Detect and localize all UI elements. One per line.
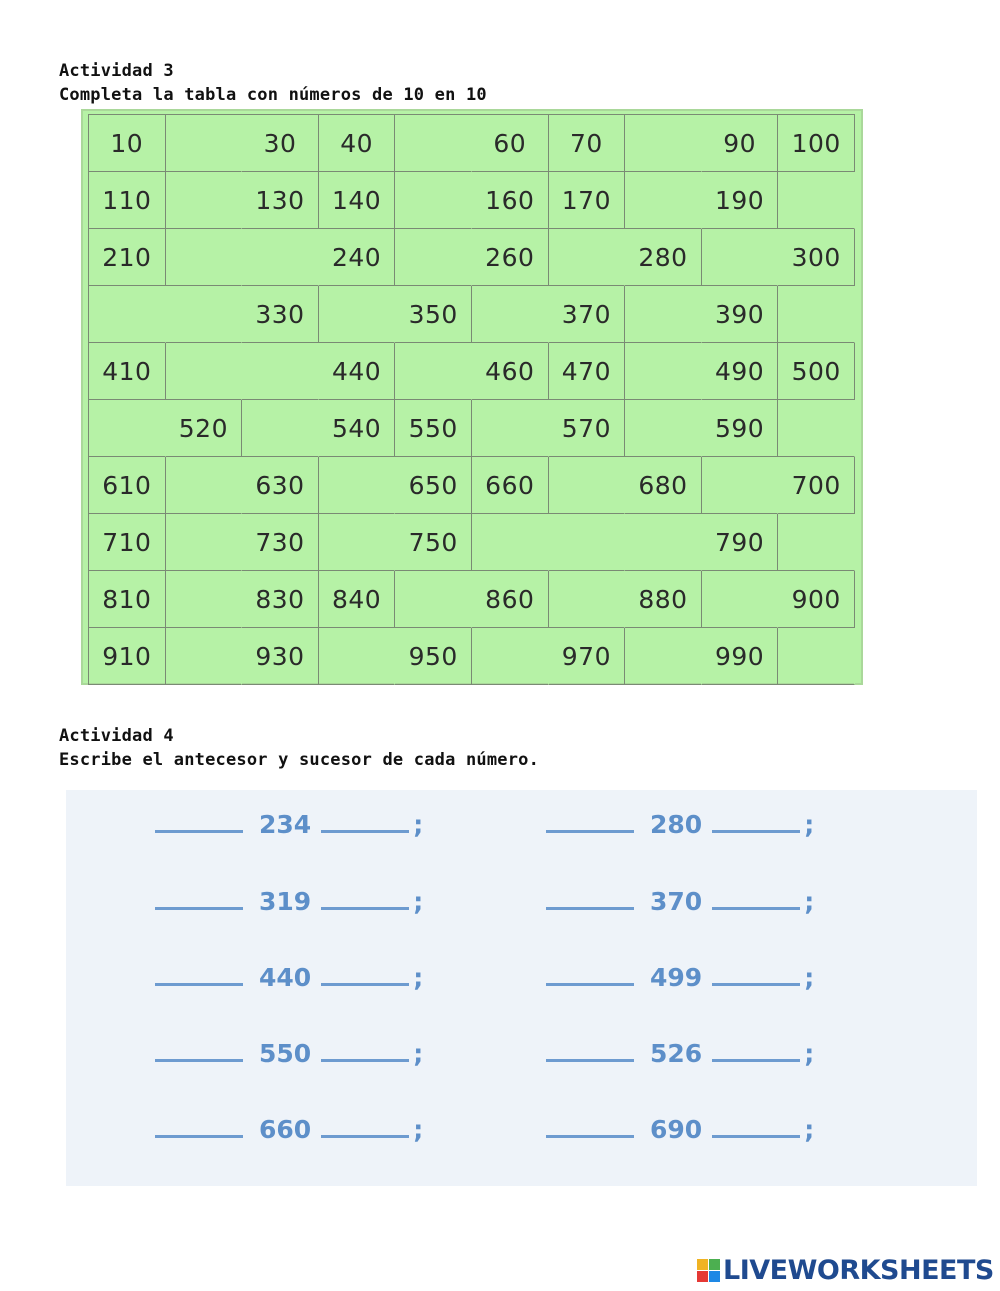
table-cell: 60 [472,115,549,172]
table-cell: 30 [242,115,319,172]
number-grid [88,114,855,685]
separator: ; [413,1039,424,1068]
table-cell: 160 [472,172,549,229]
predecessor-blank[interactable] [155,980,243,986]
table-cell: 390 [702,286,779,343]
table-cell-empty[interactable] [166,286,243,343]
table-cell-empty[interactable] [395,571,472,628]
separator: ; [804,1039,815,1068]
logo-square [697,1271,708,1282]
table-cell: 330 [242,286,319,343]
table-cell-empty[interactable] [702,457,779,514]
table-cell-empty[interactable] [166,229,243,286]
successor-blank[interactable] [321,980,409,986]
table-cell: 910 [89,628,166,685]
table-cell: 630 [242,457,319,514]
table-cell: 830 [242,571,319,628]
successor-blank[interactable] [712,1132,800,1138]
logo-icon [697,1259,720,1282]
exercise-item [546,887,814,916]
table-cell-empty[interactable] [395,229,472,286]
predecessor-blank[interactable] [155,904,243,910]
exercise-item [155,963,423,992]
table-cell: 710 [89,514,166,571]
table-cell-empty[interactable] [778,400,855,457]
activity-4-title: Actividad 4 [59,726,174,746]
table-cell-empty[interactable] [625,628,702,685]
exercise-number: 370 [650,887,703,916]
table-cell-empty[interactable] [89,400,166,457]
exercise-number: 499 [650,963,703,992]
table-cell: 190 [702,172,779,229]
table-cell-empty[interactable] [89,286,166,343]
exercise-number: 690 [650,1115,703,1144]
separator: ; [804,1115,815,1144]
table-cell: 590 [702,400,779,457]
predecessor-blank[interactable] [155,1132,243,1138]
table-cell-empty[interactable] [166,628,243,685]
table-cell-empty[interactable] [625,514,702,571]
table-cell: 660 [472,457,549,514]
predecessor-blank[interactable] [546,1132,634,1138]
predecessor-blank[interactable] [155,827,243,833]
predecessor-blank[interactable] [546,1056,634,1062]
exercise-item [546,963,814,992]
table-cell: 410 [89,343,166,400]
table-cell: 930 [242,628,319,685]
exercise-item [155,810,423,839]
exercise-item [546,810,814,839]
separator: ; [804,887,815,916]
table-cell-empty[interactable] [702,229,779,286]
table-cell-empty[interactable] [319,286,396,343]
table-cell-empty[interactable] [472,286,549,343]
table-cell: 540 [319,400,396,457]
table-cell: 260 [472,229,549,286]
table-cell-empty[interactable] [166,172,243,229]
table-cell-empty[interactable] [625,343,702,400]
predecessor-successor-exercise [66,790,977,1186]
table-cell: 140 [319,172,396,229]
table-cell-empty[interactable] [625,400,702,457]
activity-3-instruction: Completa la tabla con números de 10 en 10 [59,85,487,105]
exercise-number: 440 [259,963,312,992]
table-cell-empty[interactable] [166,343,243,400]
successor-blank[interactable] [712,904,800,910]
table-cell-empty[interactable] [166,514,243,571]
table-cell-empty[interactable] [778,172,855,229]
table-cell: 100 [778,115,855,172]
logo-square [709,1271,720,1282]
successor-blank[interactable] [321,904,409,910]
table-cell: 950 [395,628,472,685]
table-cell: 440 [319,343,396,400]
table-cell: 90 [702,115,779,172]
table-cell: 70 [549,115,626,172]
successor-blank[interactable] [712,1056,800,1062]
table-cell-empty[interactable] [549,571,626,628]
table-cell: 210 [89,229,166,286]
table-cell: 500 [778,343,855,400]
table-cell: 610 [89,457,166,514]
separator: ; [413,963,424,992]
table-cell: 650 [395,457,472,514]
table-cell: 10 [89,115,166,172]
table-cell-empty[interactable] [166,115,243,172]
table-cell-empty[interactable] [242,229,319,286]
table-cell: 300 [778,229,855,286]
exercise-item [546,1115,814,1144]
exercise-number: 280 [650,810,703,839]
table-cell-empty[interactable] [242,400,319,457]
table-cell-empty[interactable] [242,343,319,400]
table-cell-empty[interactable] [395,172,472,229]
table-cell: 700 [778,457,855,514]
table-cell-empty[interactable] [472,400,549,457]
table-cell: 370 [549,286,626,343]
table-cell-empty[interactable] [472,514,549,571]
table-cell-empty[interactable] [625,172,702,229]
table-cell: 840 [319,571,396,628]
table-cell: 130 [242,172,319,229]
table-cell-empty[interactable] [395,115,472,172]
table-cell: 170 [549,172,626,229]
table-cell: 680 [625,457,702,514]
table-cell: 240 [319,229,396,286]
activity-4-instruction: Escribe el antecesor y sucesor de cada número. [59,750,540,770]
table-cell: 810 [89,571,166,628]
activity-3-title: Actividad 3 [59,61,174,81]
logo-square [697,1259,708,1270]
table-cell: 900 [778,571,855,628]
separator: ; [413,1115,424,1144]
table-cell-empty[interactable] [319,457,396,514]
table-cell: 520 [166,400,243,457]
table-cell: 490 [702,343,779,400]
logo-text: LIVEWORKSHEETS [723,1255,994,1286]
table-cell: 40 [319,115,396,172]
separator: ; [804,810,815,839]
table-cell: 860 [472,571,549,628]
liveworksheets-logo [697,1255,994,1286]
table-cell: 790 [702,514,779,571]
table-cell: 880 [625,571,702,628]
successor-blank[interactable] [321,1132,409,1138]
table-cell: 990 [702,628,779,685]
table-cell: 970 [549,628,626,685]
table-cell: 280 [625,229,702,286]
activity-4-heading [59,724,539,772]
table-cell: 570 [549,400,626,457]
exercise-item [155,887,423,916]
exercise-number: 660 [259,1115,312,1144]
separator: ; [804,963,815,992]
separator: ; [413,810,424,839]
table-cell: 470 [549,343,626,400]
predecessor-blank[interactable] [546,904,634,910]
separator: ; [413,887,424,916]
successor-blank[interactable] [712,827,800,833]
table-cell-empty[interactable] [778,514,855,571]
logo-square [709,1259,720,1270]
table-cell: 350 [395,286,472,343]
successor-blank[interactable] [712,980,800,986]
exercise-item [155,1039,423,1068]
table-cell-empty[interactable] [549,514,626,571]
table-cell: 110 [89,172,166,229]
number-table [81,109,863,685]
exercise-item [155,1115,423,1144]
table-cell-empty[interactable] [625,115,702,172]
exercise-number: 234 [259,810,312,839]
table-cell: 730 [242,514,319,571]
exercise-number: 550 [259,1039,312,1068]
table-cell-empty[interactable] [319,514,396,571]
table-cell: 460 [472,343,549,400]
predecessor-blank[interactable] [546,827,634,833]
table-cell-empty[interactable] [549,457,626,514]
table-cell-empty[interactable] [166,571,243,628]
successor-blank[interactable] [321,1056,409,1062]
table-cell: 550 [395,400,472,457]
exercise-item [546,1039,814,1068]
table-cell-empty[interactable] [778,286,855,343]
table-cell-empty[interactable] [472,628,549,685]
table-cell-empty[interactable] [778,628,855,685]
exercise-number: 526 [650,1039,703,1068]
table-cell-empty[interactable] [166,457,243,514]
exercise-number: 319 [259,887,312,916]
table-cell-empty[interactable] [625,286,702,343]
table-cell-empty[interactable] [702,571,779,628]
table-cell-empty[interactable] [549,229,626,286]
activity-3-heading [59,59,487,107]
table-cell: 750 [395,514,472,571]
successor-blank[interactable] [321,827,409,833]
predecessor-blank[interactable] [155,1056,243,1062]
table-cell-empty[interactable] [319,628,396,685]
table-cell-empty[interactable] [395,343,472,400]
predecessor-blank[interactable] [546,980,634,986]
